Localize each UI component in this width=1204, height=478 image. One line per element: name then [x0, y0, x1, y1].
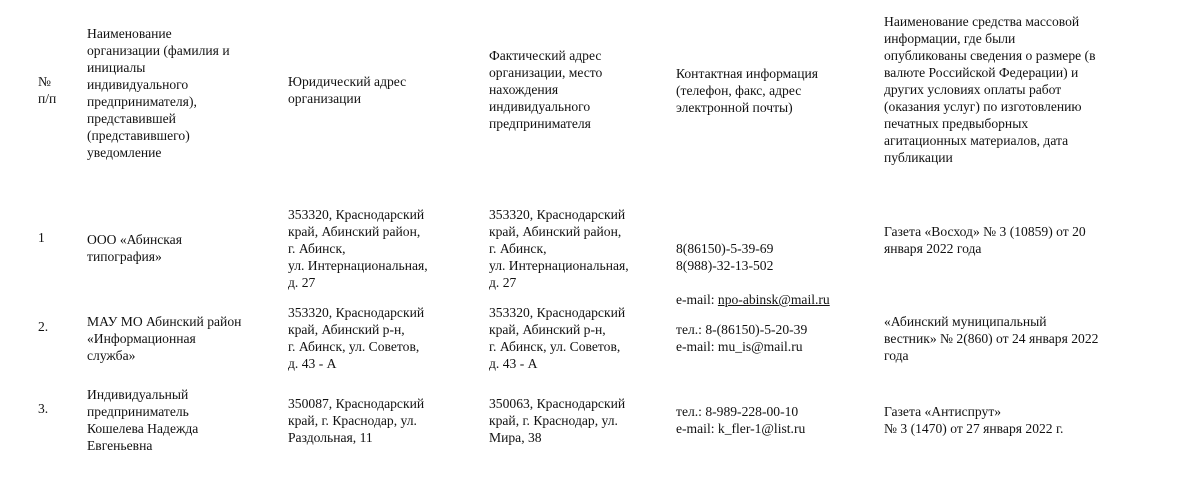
- row2-actual-address: 353320, Краснодарский край, Абинский р-н, г. Абинск, ул. Советов, д. 43 - А: [489, 305, 626, 371]
- row2-legal-address: 353320, Краснодарский край, Абинский р-н, г. Абинск, ул. Советов, д. 43 - А: [288, 305, 425, 371]
- row1-name: ООО «Абинская типография»: [87, 232, 182, 264]
- row1-actual-address: 353320, Краснодарский край, Абинский район, г. Абинск, ул. Интернациональная, д. 27: [489, 207, 629, 290]
- row2-name: МАУ МО Абинский район «Информационная служба»: [87, 314, 242, 363]
- row3-actual-address: 350063, Краснодарский край, г. Краснодар, ул. Мира, 38: [489, 396, 626, 445]
- row3-legal-address: 350087, Краснодарский край, г. Краснодар, ул. Раздольная, 11: [288, 396, 425, 445]
- row1-num: 1: [38, 230, 45, 245]
- row3-name: Индивидуальный предприниматель Кошелева Надежда Евгеньевна: [87, 387, 199, 453]
- header-actual-address: Фактический адрес организации, место нахождения индивидуального предпринимателя: [489, 48, 603, 131]
- row1-legal-address: 353320, Краснодарский край, Абинский район, г. Абинск, ул. Интернациональная, д. 27: [288, 207, 428, 290]
- header-contacts: Контактная информация (телефон, факс, адрес электронной почты): [676, 66, 819, 115]
- row2-contacts: тел.: 8-(86150)-5-20-39 e-mail: mu_is@mail.ru: [676, 322, 808, 354]
- row1-email-link[interactable]: npo-abinsk@mail.ru: [717, 292, 830, 307]
- row1-email-prefix: e-mail:: [676, 292, 718, 307]
- header-media: Наименование средства массовой информации, где были опубликованы сведения о размере (в валюте Российской Федерации) и других условиях оплаты работ (оказания услуг) по изготовлению печатных предвыборных агитационных материалов, дата публикации: [884, 14, 1096, 165]
- header-organization-name: Наименование организации (фамилия и инициалы индивидуального предпринимателя), представившей (представившего) уведомление: [87, 26, 230, 160]
- row3-media: Газета «Антиспрут» № 3 (1470) от 27 января 2022 г.: [884, 404, 1064, 436]
- row1-contacts-phones: 8(86150)-5-39-69 8(988)-32-13-502: [676, 241, 774, 273]
- row3-contacts: тел.: 8-989-228-00-10 e-mail: k_fler-1@list.ru: [676, 404, 806, 436]
- header-legal-address: Юридический адрес организации: [288, 74, 407, 106]
- row2-media: «Абинский муниципальный вестник» № 2(860) от 24 января 2022 года: [884, 314, 1099, 363]
- row2-num: 2.: [38, 319, 49, 334]
- row1-contacts: [676, 223, 876, 325]
- row1-media: Газета «Восход» № 3 (10859) от 20 января 2022 года: [884, 224, 1086, 256]
- row1-contacts-email-line: [676, 291, 876, 308]
- header-num: № п/п: [38, 74, 57, 106]
- row3-num: 3.: [38, 401, 49, 416]
